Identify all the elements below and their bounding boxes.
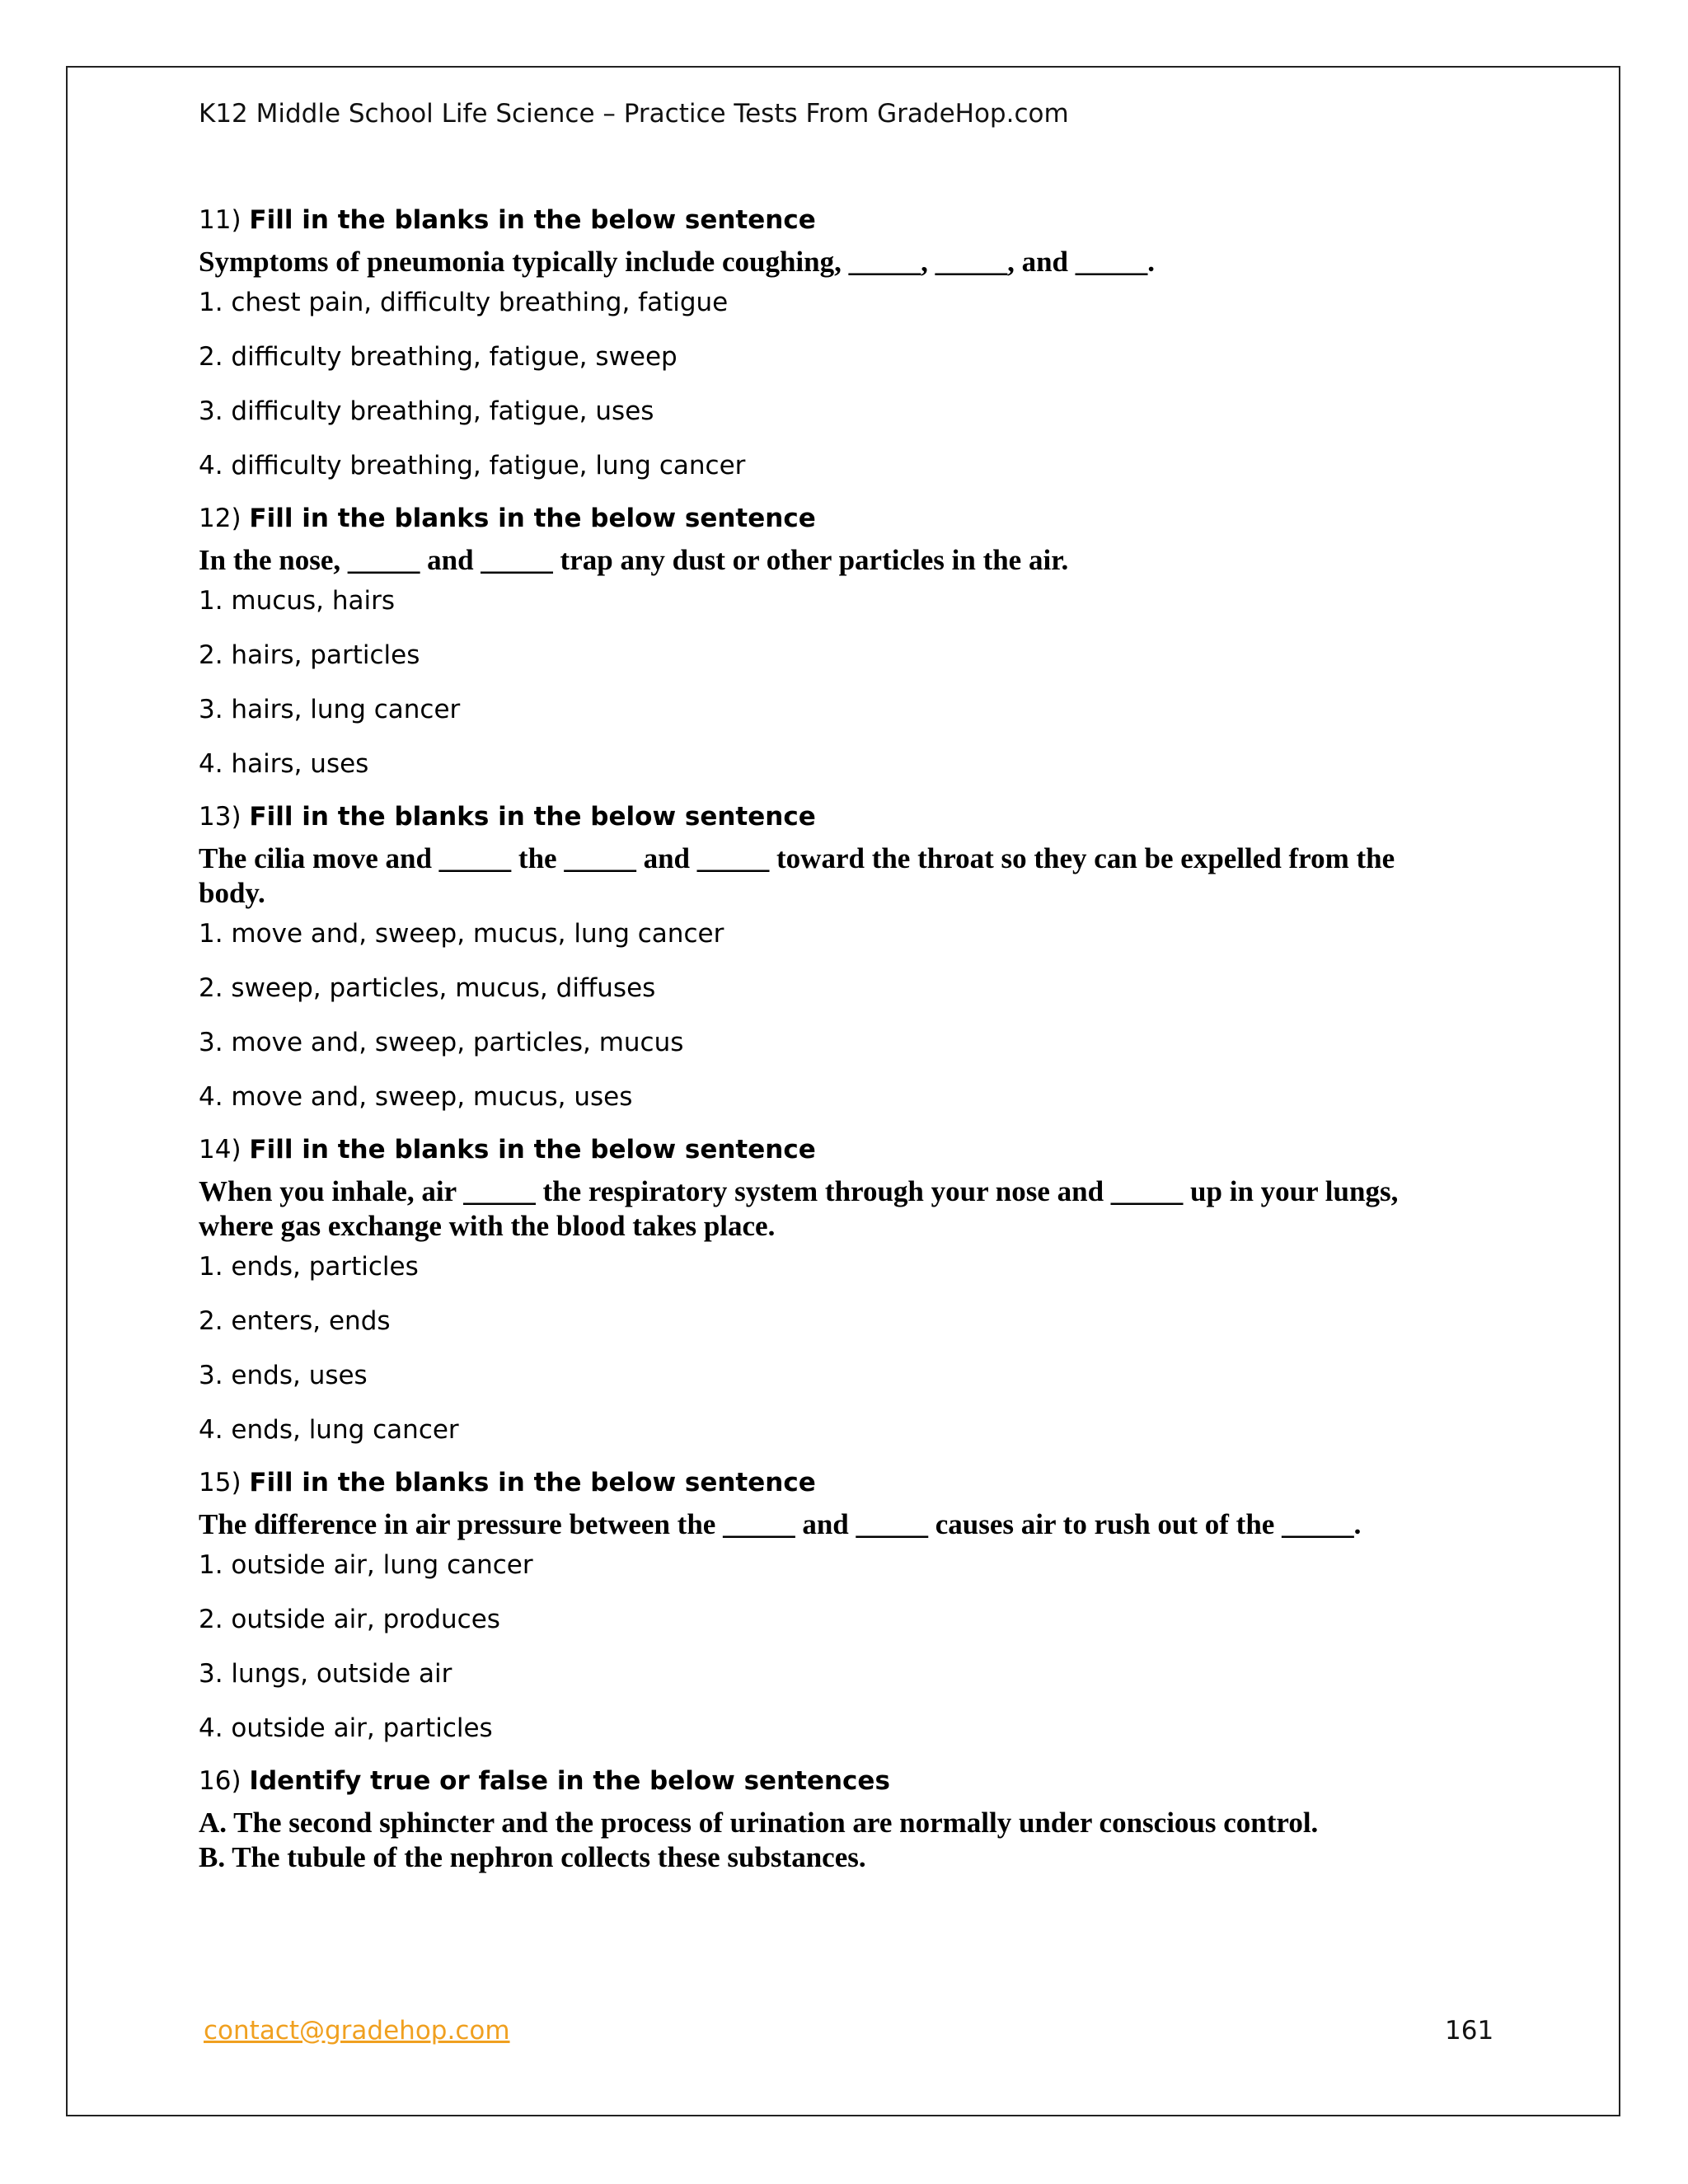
option-item[interactable]: 1. mucus, hairs <box>199 586 395 616</box>
option-list <box>199 1549 1517 1745</box>
question-14 <box>199 1133 1517 1446</box>
question-16 <box>199 1765 1517 1875</box>
option-item[interactable]: 4. difficulty breathing, fatigue, lung cancer <box>199 451 746 480</box>
question-label: Identify true or false in the below sentences <box>249 1766 890 1796</box>
option-item[interactable]: 2. hairs, particles <box>199 640 420 670</box>
option-list <box>199 584 1517 780</box>
option-item[interactable]: 2. enters, ends <box>199 1306 391 1336</box>
option-item[interactable]: 4. outside air, particles <box>199 1713 493 1743</box>
question-number: 14) <box>199 1135 241 1165</box>
question-11 <box>199 204 1517 482</box>
option-item[interactable]: 1. chest pain, difficulty breathing, fatigue <box>199 288 729 317</box>
question-number: 16) <box>199 1766 241 1796</box>
option-item[interactable]: 3. ends, uses <box>199 1361 368 1390</box>
option-item[interactable]: 1. outside air, lung cancer <box>199 1550 533 1580</box>
question-number: 15) <box>199 1468 241 1497</box>
question-number: 11) <box>199 205 241 235</box>
question-label: Fill in the blanks in the below sentence <box>249 205 816 235</box>
question-stem: When you inhale, air _____ the respiratory system through your nose and _____ up in your lungs, where gas exchange with the blood takes place. <box>199 1175 1399 1242</box>
question-stem: The difference in air pressure between the _____ and _____ causes air to rush out of the _____. <box>199 1508 1362 1540</box>
question-label: Fill in the blanks in the below sentence <box>249 1468 816 1497</box>
option-item[interactable]: 3. hairs, lung cancer <box>199 695 461 724</box>
option-item[interactable]: 2. difficulty breathing, fatigue, sweep <box>199 342 678 372</box>
question-number: 13) <box>199 802 241 832</box>
question-label: Fill in the blanks in the below sentence <box>249 504 816 533</box>
option-item[interactable]: 3. move and, sweep, particles, mucus <box>199 1028 684 1057</box>
option-item[interactable]: 4. hairs, uses <box>199 749 369 779</box>
contact-email-link[interactable]: contact@gradehop.com <box>204 2016 510 2046</box>
option-item[interactable]: 4. ends, lung cancer <box>199 1415 459 1445</box>
question-stem: Symptoms of pneumonia typically include coughing, _____, _____, and _____. <box>199 246 1156 278</box>
questions-container <box>199 204 1517 1875</box>
statement-a: A. The second sphincter and the process of urination are normally under conscious control. <box>199 1807 1319 1839</box>
option-item[interactable]: 2. sweep, particles, mucus, diffuses <box>199 973 656 1003</box>
option-item[interactable]: 1. move and, sweep, mucus, lung cancer <box>199 919 724 949</box>
option-item[interactable]: 1. ends, particles <box>199 1252 419 1282</box>
option-list <box>199 286 1517 482</box>
question-12 <box>199 502 1517 780</box>
question-stem: The cilia move and _____ the _____ and _____ toward the throat so they can be expelled from the body. <box>199 842 1395 909</box>
page-number: 161 <box>1445 2016 1494 2046</box>
question-stem: In the nose, _____ and _____ trap any dust or other particles in the air. <box>199 544 1069 576</box>
option-list <box>199 1250 1517 1446</box>
question-15 <box>199 1466 1517 1745</box>
option-item[interactable]: 3. difficulty breathing, fatigue, uses <box>199 396 654 426</box>
option-list <box>199 917 1517 1113</box>
option-item[interactable]: 4. move and, sweep, mucus, uses <box>199 1082 633 1112</box>
question-13 <box>199 800 1517 1113</box>
question-label: Fill in the blanks in the below sentence <box>249 1135 816 1165</box>
option-item[interactable]: 3. lungs, outside air <box>199 1659 452 1689</box>
question-number: 12) <box>199 504 241 533</box>
question-label: Fill in the blanks in the below sentence <box>249 802 816 832</box>
question-stem <box>199 1806 1517 1875</box>
option-item[interactable]: 2. outside air, produces <box>199 1605 500 1634</box>
page-header: K12 Middle School Life Science – Practice Tests From GradeHop.com <box>199 99 1069 129</box>
statement-b: B. The tubule of the nephron collects these substances. <box>199 1841 866 1873</box>
